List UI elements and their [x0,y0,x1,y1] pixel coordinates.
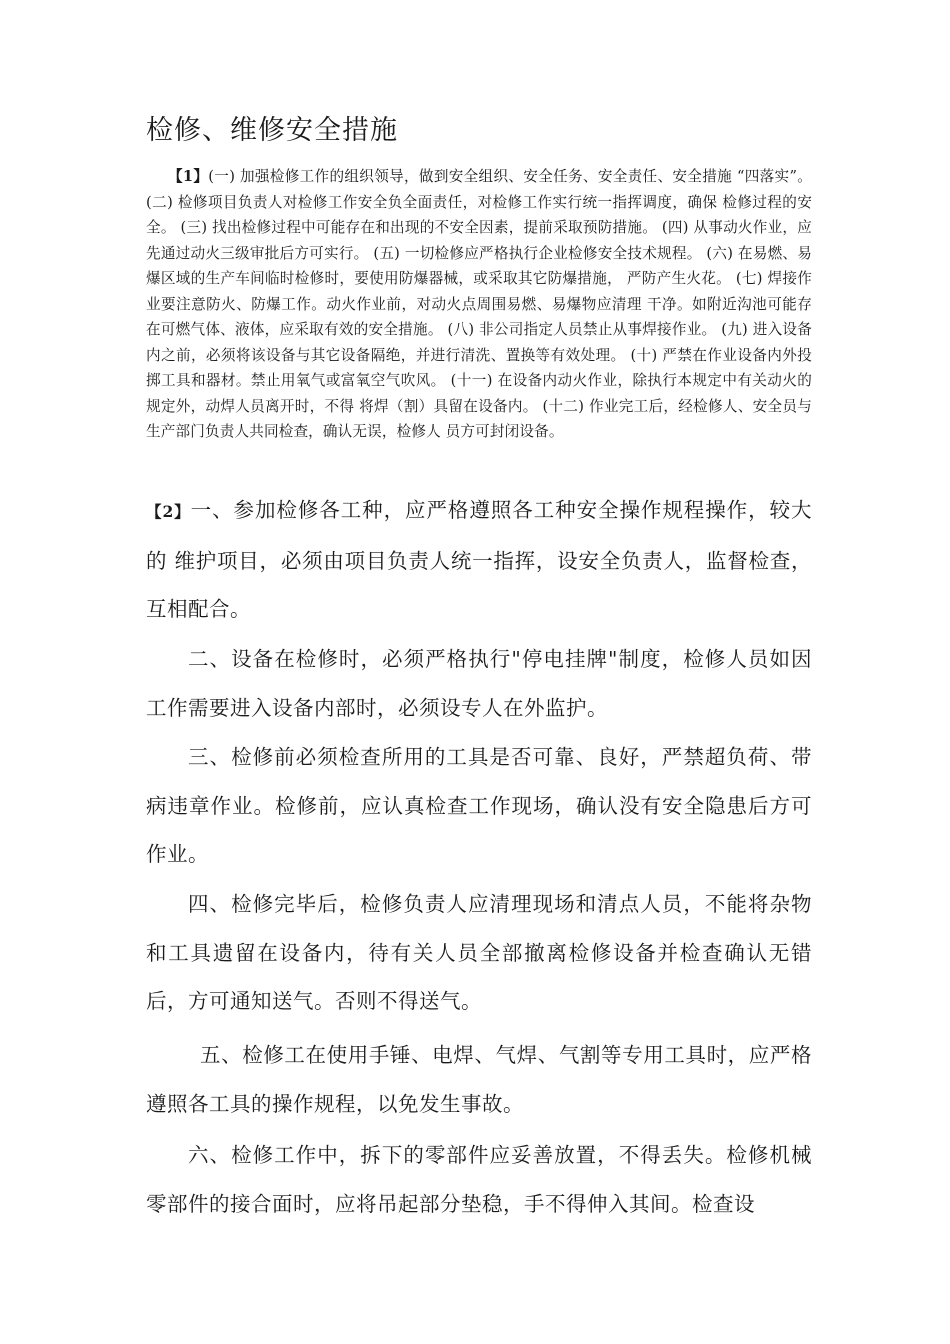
section-2-marker: 【2】 [146,502,191,521]
document-title: 检修、维修安全措施 [146,115,398,146]
section-2-item-1-text: 一、参加检修各工种，应严格遵照各工种安全操作规程操作，较大的 维护项目，必须由项目负责人统一指挥，设安全负责人，监督检查，互相配合。 [146,498,813,621]
section-2-item-1 [146,486,812,634]
section-1-text: (一) 加强检修工作的组织领导，做到安全组织、安全任务、安全责任、安全措施 “四落实”。 (二) 检修项目负责人对检修工作安全负全面责任，对检修工作实行统一指挥调度，确保 检修过程的安全。 (三) 找出检修过程中可能存在和出现的不安全因素，提前采取预防措施。 (四) 从事动火作业，应先通过动火三级审批后方可实行。 (五) 一切检修应严格执行企业检修安全技术规程。 (六) 在易燃、易爆区域的生产车间临时检修时，要使用防爆器械，或采取其它防爆措施， 严防产生火花。 (七) 焊接作业要注意防火、防爆工作。动火作业前，对动火点周围易燃、易爆物应清理 干净。如附近沟池可能存在可燃气体、液体，应采取有效的安全措施。 (八) 非公司指定人员禁止从事焊接作业。 (九) 进入设备内之前，必须将该设备与其它设备隔绝，并进行清洗、置换等有效处理。 (十) 严禁在作业设备内外投掷工具和器材。禁止用氧气或富氧空气吹风。 (十一) 在设备内动火作业，除执行本规定中有关动火的规定外，动焊人员离开时，不得 将焊（割）具留在设备内。 (十二) 作业完工后，经检修人、安全员与生产部门负责人共同检查，确认无误，检修人 员方可封闭设备。 [146,168,812,440]
section-2-item-6: 六、检修工作中，拆下的零部件应妥善放置，不得丢失。检修机械零部件的接合面时，应将吊起部分垫稳，手不得伸入其间。检查设 [146,1143,812,1216]
section-2-item-5: 五、检修工在使用手锤、电焊、气焊、气割等专用工具时，应严格遵照各工具的操作规程，以免发生事故。 [146,1043,812,1116]
section-2-item-4: 四、检修完毕后，检修负责人应清理现场和清点人员，不能将杂物和工具遗留在设备内，待有关人员全部撤离检修设备并检查确认无错后，方可通知送气。否则不得送气。 [146,892,812,1013]
section-1-marker: 【1】 [168,168,209,185]
section-2-item-3: 三、检修前必须检查所用的工具是否可靠、良好，严禁超负荷、带病违章作业。检修前，应认真检查工作现场，确认没有安全隐患后方可作业。 [146,745,812,866]
section-2-item-2: 二、设备在检修时，必须严格执行"停电挂牌"制度，检修人员如因工作需要进入设备内部时，必须设专人在外监护。 [146,647,812,720]
section-1-paragraph [146,164,812,445]
